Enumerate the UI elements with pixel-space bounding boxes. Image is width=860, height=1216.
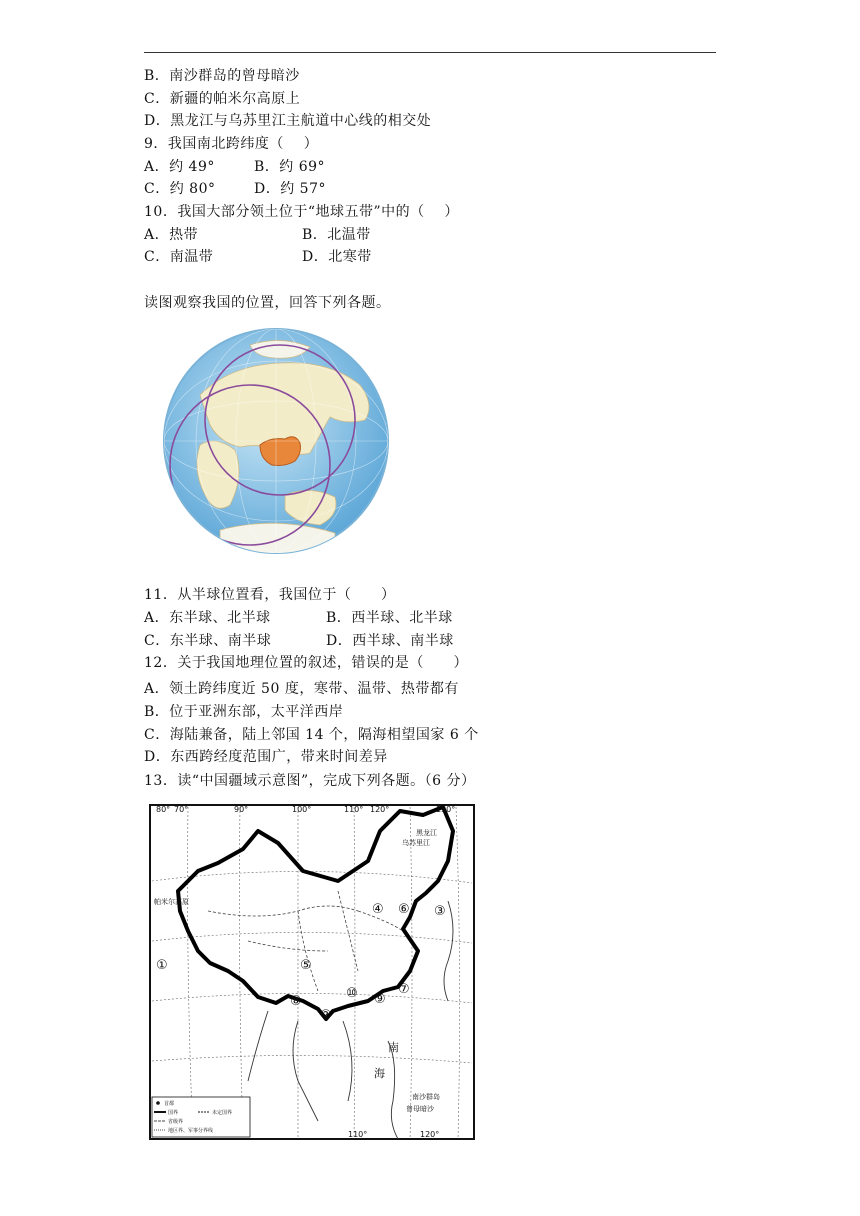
label-wusuli: 乌苏里江 <box>402 839 430 847</box>
q8-option-c: C．新疆的帕米尔高原上 <box>144 91 301 107</box>
map-marker-10: ⑩ <box>346 986 358 1001</box>
map-marker-2: ② <box>320 1008 332 1023</box>
q10-option-c: C．南温带 <box>144 249 214 265</box>
lon-label-70: 70° <box>174 805 189 814</box>
label-hai: 海 <box>374 1067 385 1080</box>
china-territory-map <box>148 801 476 1141</box>
label-pamir: 帕米尔高原 <box>154 898 189 906</box>
q9-option-d: D．约 57° <box>254 181 326 197</box>
label-zengmu: 曾母暗沙 <box>406 1105 434 1113</box>
q12-option-b: B．位于亚洲东部，太平洋西岸 <box>144 704 344 720</box>
lon-label-100: 100° <box>292 805 312 814</box>
q12-option-a: A．领土跨纬度近 50 度，寒带、温带、热带都有 <box>144 681 459 697</box>
label-nan: 南 <box>388 1041 399 1054</box>
q11-stem: 11．从半球位置看，我国位于（ ） <box>144 587 396 603</box>
legend-regional-border: 地区界、军事分界线 <box>168 1128 214 1134</box>
q9-option-c: C．约 80° <box>144 181 216 197</box>
q10-stem: 10．我国大部分领土位于“地球五带”中的（ ） <box>144 204 459 220</box>
globe-illustration <box>160 325 392 557</box>
map-marker-6: ⑥ <box>398 902 410 917</box>
lon-label-bottom-110: 110° <box>348 1130 368 1139</box>
q10-option-d: D．北寒带 <box>302 249 372 265</box>
label-nansha: 南沙群岛 <box>412 1093 440 1101</box>
q11-option-d: D．西半球、南半球 <box>326 633 454 649</box>
header-rule <box>144 52 716 53</box>
lon-label-bottom-120: 120° <box>420 1130 440 1139</box>
q11-option-b: B．西半球、北半球 <box>326 610 453 626</box>
map-frame <box>150 805 474 1139</box>
q11-option-c: C．东半球、南半球 <box>144 633 272 649</box>
q8-option-b: B．南沙群岛的曾母暗沙 <box>144 68 300 84</box>
q10-option-b: B．北温带 <box>302 227 371 243</box>
q8-option-d: D．黑龙江与乌苏里江主航道中心线的相交处 <box>144 113 432 129</box>
lon-label-130: 130° <box>436 805 456 814</box>
lon-label-80: 80° <box>156 805 171 814</box>
q13-stem: 13．读“中国疆域示意图”，完成下列各题。（6 分） <box>144 773 476 789</box>
q12-stem: 12．关于我国地理位置的叙述，错误的是（ ） <box>144 655 469 671</box>
q10-option-a: A．热带 <box>144 227 199 243</box>
lon-label-120: 120° <box>370 805 390 814</box>
q12-option-d: D．东西跨经度范围广，带来时间差异 <box>144 749 388 765</box>
legend-national-border: 国界 <box>168 1110 179 1116</box>
map-marker-9: ⑨ <box>374 992 386 1007</box>
reading-instruction: 读图观察我国的位置，回答下列各题。 <box>144 295 391 311</box>
lon-label-110: 110° <box>344 805 364 814</box>
map-marker-5: ⑤ <box>300 958 312 973</box>
map-legend <box>152 1097 250 1137</box>
map-marker-8: ⑧ <box>290 994 302 1009</box>
label-heilongjiang: 黑龙江 <box>416 829 437 837</box>
q9-option-b: B．约 69° <box>254 159 326 175</box>
q9-option-a: A．约 49° <box>144 159 215 175</box>
legend-undetermined-border: 未定国界 <box>212 1110 233 1116</box>
map-marker-1: ① <box>156 958 168 973</box>
map-marker-4: ④ <box>372 902 384 917</box>
q12-option-c: C．海陆兼备，陆上邻国 14 个，隔海相望国家 6 个 <box>144 727 479 743</box>
globe-figure <box>160 325 392 557</box>
lon-label-90: 90° <box>234 805 249 814</box>
map-marker-3: ③ <box>434 904 446 919</box>
legend-capital: 首都 <box>164 1101 175 1107</box>
map-marker-7: ⑦ <box>398 982 410 997</box>
q9-stem: 9．我国南北跨纬度（ ） <box>144 136 319 152</box>
map-illustration <box>148 801 476 1141</box>
legend-provincial-border: 省级界 <box>168 1119 184 1125</box>
q11-option-a: A．东半球、北半球 <box>144 610 271 626</box>
